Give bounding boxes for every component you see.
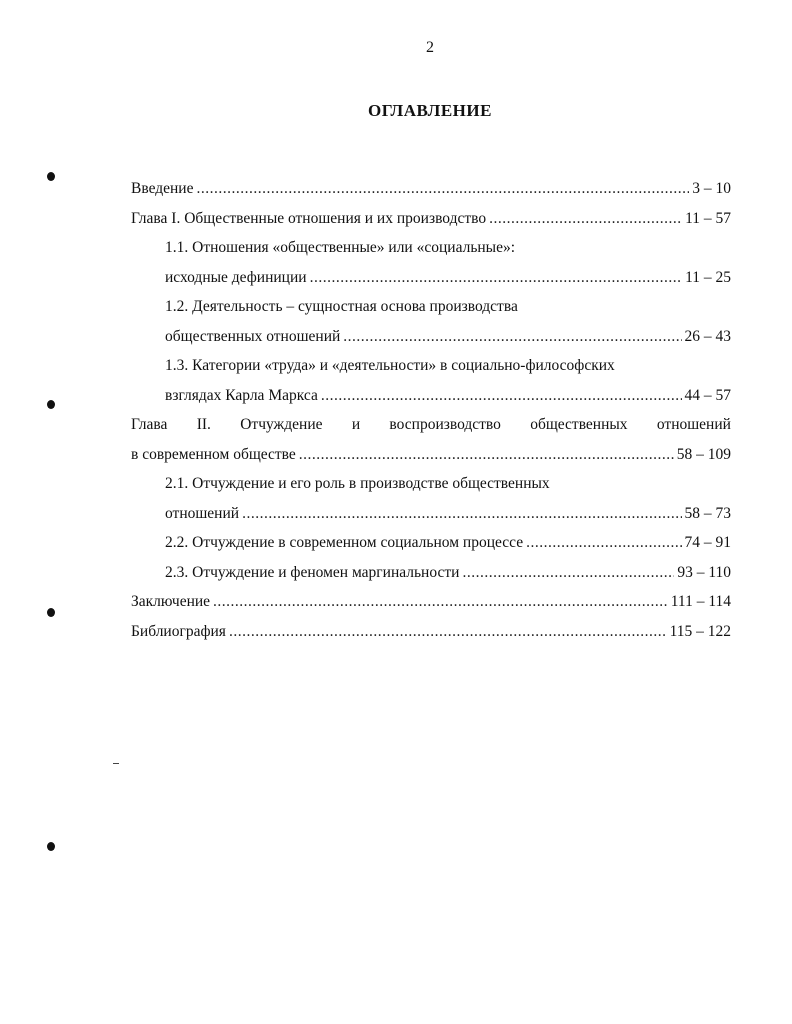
toc-entry-title: общественных отношений — [165, 327, 341, 345]
toc-entry-intro[interactable] — [131, 178, 731, 208]
table-of-contents — [131, 178, 731, 650]
leader-dots — [343, 326, 681, 348]
page-number: 2 — [426, 39, 434, 56]
toc-entry-pages: 111 – 114 — [670, 593, 731, 610]
toc-entry-pages: 44 – 57 — [684, 386, 731, 404]
toc-entry-title: взглядах Карла Маркса — [165, 386, 318, 404]
toc-entry-conclusion[interactable] — [131, 591, 731, 621]
toc-entry-title: 1.2. Деятельность – сущностная основа производства — [165, 298, 518, 315]
toc-entry-title: 1.1. Отношения «общественные» или «социальные»: — [165, 239, 516, 256]
toc-entry-pages: 115 – 122 — [669, 622, 731, 640]
toc-entry-2-1-line1[interactable] — [131, 473, 731, 503]
scan-mark — [113, 763, 119, 764]
leader-dots — [229, 621, 667, 643]
toc-entry-title: Введение — [131, 180, 194, 197]
toc-entry-title: отношений — [165, 504, 240, 522]
toc-entry-title: 2.2. Отчуждение в современном социальном процессе — [165, 534, 524, 551]
toc-entry-2-3[interactable] — [131, 562, 731, 592]
toc-entry-1-2-line2[interactable] — [131, 326, 731, 356]
toc-entry-title: исходные дефиниции — [165, 268, 307, 286]
toc-entry-pages: 74 – 91 — [684, 534, 731, 551]
toc-entry-1-3-line2[interactable] — [131, 385, 731, 415]
toc-word: Глава — [131, 416, 168, 433]
leader-dots — [310, 267, 683, 289]
toc-entry-pages: 11 – 57 — [685, 209, 731, 227]
leader-dots — [242, 503, 681, 525]
leader-dots — [213, 591, 668, 613]
toc-entry-title: 2.3. Отчуждение и феномен маргинальности — [165, 563, 460, 581]
toc-entry-2-2[interactable] — [131, 532, 731, 562]
toc-entry-2-1-line2[interactable] — [131, 503, 731, 533]
binder-hole-2 — [47, 400, 55, 409]
toc-entry-pages: 11 – 25 — [685, 268, 731, 286]
leader-dots — [321, 385, 682, 407]
toc-entry-1-2-line1[interactable] — [131, 296, 731, 326]
binder-hole-3 — [47, 608, 55, 617]
page-title: ОГЛАВЛЕНИЕ — [368, 101, 492, 120]
binder-hole-1 — [47, 172, 55, 181]
leader-dots — [526, 532, 681, 554]
toc-entry-title: Заключение — [131, 593, 211, 610]
leader-dots — [196, 178, 689, 200]
toc-entry-pages: 26 – 43 — [684, 327, 731, 345]
toc-entry-title: Глава I. Общественные отношения и их производство — [131, 209, 487, 227]
leader-dots — [489, 208, 682, 230]
binder-hole-4 — [47, 842, 55, 851]
toc-entry-title: в современном обществе — [131, 445, 296, 463]
toc-word: воспроизводство — [389, 416, 501, 433]
toc-entry-chapter-2-line1[interactable] — [131, 414, 731, 444]
toc-word: Отчуждение — [240, 416, 323, 433]
toc-entry-pages: 58 – 109 — [676, 445, 731, 463]
toc-entry-pages: 93 – 110 — [677, 563, 731, 581]
toc-word: II. — [196, 416, 211, 433]
toc-entry-pages: 3 – 10 — [692, 180, 731, 197]
toc-entry-1-1-line1[interactable] — [131, 237, 731, 267]
toc-entry-title: Библиография — [131, 622, 226, 640]
toc-entry-chapter-1[interactable] — [131, 208, 731, 238]
toc-entry-title: 1.3. Категории «труда» и «деятельности» в социально-философских — [165, 357, 615, 374]
toc-entry-1-1-line2[interactable] — [131, 267, 731, 297]
leader-dots — [462, 562, 674, 584]
toc-word: отношений — [656, 416, 731, 433]
toc-word: общественных — [530, 416, 628, 433]
toc-entry-chapter-2-line2[interactable] — [131, 444, 731, 474]
toc-word: и — [351, 416, 361, 433]
toc-entry-bibliography[interactable] — [131, 621, 731, 651]
toc-entry-title: 2.1. Отчуждение и его роль в производстве общественных — [165, 475, 550, 492]
toc-entry-1-3-line1[interactable] — [131, 355, 731, 385]
toc-entry-pages: 58 – 73 — [684, 504, 731, 522]
leader-dots — [299, 444, 674, 466]
